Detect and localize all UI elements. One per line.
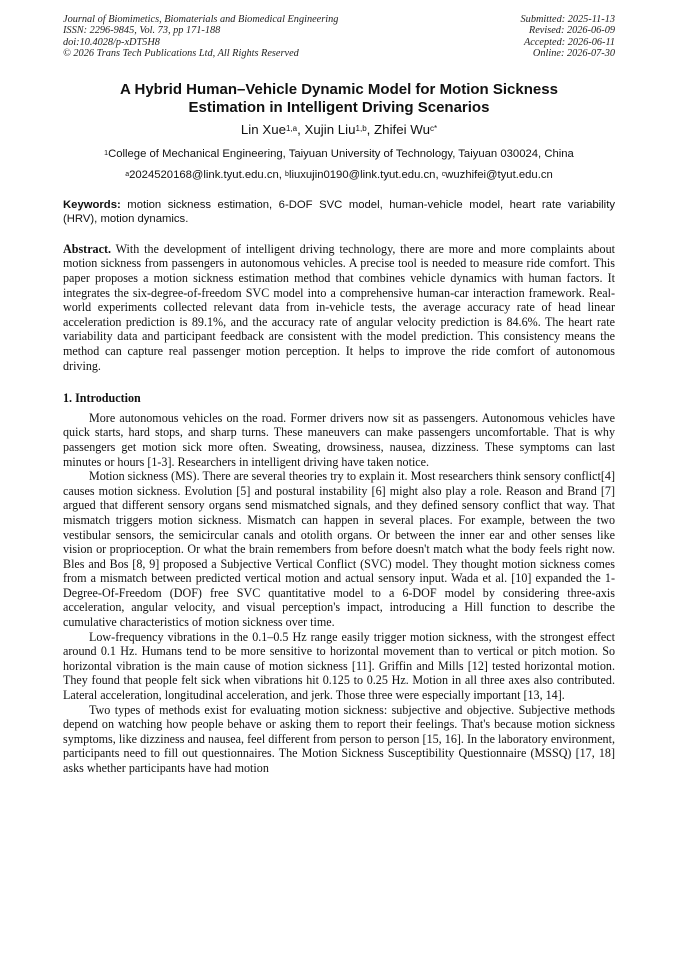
author-affiliation-mark: 1,b [355, 123, 367, 133]
body-paragraph: Low-frequency vibrations in the 0.1–0.5 Hz range easily trigger motion sickness, with the strongest effect around 0.1 Hz. Humans tend to be more sensitive to horizontal movement than to vertical or pitch motion. So horizontal vibration is the main cause of motion sickness [11]. Griffin and Mills [12] tested horizontal motion. They found that people felt sick when vibrations hit 0.125 to 0.25 Hz. Motion in all three axes also contributed. Lateral acceleration, longitudinal acceleration, and jerk. Those three were especially important [13, 14]. [63, 629, 615, 703]
copyright-line: © 2026 Trans Tech Publications Ltd, All Rights Reserved [63, 48, 299, 60]
author-name: Xujin Liu [304, 121, 356, 137]
author-name: Zhifei Wu [374, 121, 430, 137]
affiliation-mark: 1 [104, 149, 109, 157]
keywords-block [63, 198, 615, 227]
journal-info [63, 14, 338, 60]
keywords-text: motion sickness estimation, 6-DOF SVC model, human-vehicle model, heart rate variability (HRV), motion dynamics. [63, 198, 615, 226]
journal-header [63, 14, 615, 60]
author-affiliation-mark: c* [429, 123, 438, 133]
section-heading-introduction: 1. Introduction [63, 391, 141, 406]
title-line-1: A Hybrid Human–Vehicle Dynamic Model for Motion Sickness [120, 80, 558, 98]
title-line-2: Estimation in Intelligent Driving Scenarios [188, 98, 490, 116]
issn-line: ISSN: 2296-9845, Vol. 73, pp 171-188 [63, 25, 221, 37]
keywords-label: Keywords: [63, 198, 121, 211]
body-paragraph: Motion sickness (MS). There are several theories try to explain it. Most researchers think sensory conflict[4] causes motion sickness. Evolution [5] and postural instability [6] might also play a role. Reason and Brand [7] argued that different sensory organs send mismatched signals, and they defined sensory conflict that way. That mismatch triggers motion sickness. Mismatch can happen in several places. For example, between the two vestibular sensors, the semicircular canals and otolith organs. Or between the inner ear and other senses like vision or proprioception. Or what the brain remembers from before doesn't match what the body feels right now. Bles and Bos [8, 9] proposed a Subjective Vertical Conflict (SVC) model. They thought motion sickness comes from a mismatch between predicted vertical motion and actual sensory input. Wada et al. [10] expanded the 1-Degree-Of-Freedom (DOF) free SVC quantitative model to a 6-DOF model by considering three-axis acceleration, angular velocity, and visual perception's impact, introducing a Hill function to describe the cumulative characteristics of motion sickness over time. [63, 469, 615, 630]
publication-dates [521, 14, 615, 60]
journal-name: Journal of Biomimetics, Biomaterials and Biomedical Engineering [63, 14, 339, 25]
submitted-date: Submitted: 2025-11-13 [520, 14, 615, 25]
email-mark: a [125, 170, 130, 178]
body-paragraph: Two types of methods exist for evaluating motion sickness: subjective and objective. Subjective methods depend on watching how people behave or asking them to report their feelings. That's because motion sickness symptoms, like dizziness and nausea, feel different from person to person [15, 16]. In the laboratory environment, participants need to fill out questionnaires. The Motion Sickness Susceptibility Questionnaire (MSSQ) [17, 18] asks whether participants have had motion [63, 702, 615, 775]
email-address: wuzhifei@tyut.edu.cn [445, 168, 553, 181]
author-affiliation-mark: 1,a [286, 123, 298, 133]
revised-date: Revised: 2026-06-09 [528, 25, 615, 37]
author-list: Lin Xue$^{1,a}$, Xujin Liu$^{1,b}$, Zhifei $Wu^{c*}$ [240, 121, 438, 137]
doi-line: doi:10.4028/p-xDT5H8 [63, 36, 160, 48]
abstract-label: Abstract. [63, 241, 112, 256]
abstract-text: With the development of intelligent driving technology, there are more and more complaints about motion sickness from passengers in autonomous vehicles. A precise tool is needed to measure ride comfort. This paper proposes a motion sickness estimation method that combines vehicle dynamics with human factors. It integrates the six-degree-of-freedom SVC model into a comprehensive human-car interaction framework. Real-world experiments collected relevant data from in-vehicle tests, the average accuracy rate of head linear acceleration prediction is 89.1%, and the accuracy rate of angular velocity prediction is 84.6%. The heart rate variability data and participant feedback are consistent with the model prediction. This consistency means the method can capture real passenger motion perception. It helps to improve the ride comfort of autonomous driving. [63, 241, 615, 373]
author-emails: $^a$2024520168@link.tyut.edu.cn, $^b$liuxujin0190@link.tyut.edu.cn, $^c$wuzhifei@tyut.edu.cn [125, 168, 553, 181]
online-date: Online: 2026-07-30 [532, 48, 615, 60]
accepted-date: Accepted: 2026-06-11 [523, 36, 615, 48]
paper-title [63, 81, 615, 117]
author-name: Lin Xue [240, 121, 286, 137]
affiliation [63, 147, 615, 161]
email-mark: b [285, 170, 289, 178]
email-address: 2024520168@link.tyut.edu.cn [129, 168, 279, 181]
affiliation-text: College of Mechanical Engineering, Taiyuan University of Technology, Taiyuan 030024, China [108, 147, 574, 160]
email-address: liuxujin0190@link.tyut.edu.cn [288, 168, 436, 181]
body-paragraph: More autonomous vehicles on the road. Former drivers now sit as passengers. Autonomous vehicles have quick starts, hard stops, and sharp turns. These maneuvers can make passengers uncomfortable. That is why passengers get motion sick more often. Sweating, drowsiness, nausea, dizziness. These symptoms can last minutes or hours [1-3]. Researchers in intelligent driving have taken notice. [63, 410, 615, 469]
abstract-block [63, 242, 615, 373]
email-mark: c [441, 170, 446, 178]
